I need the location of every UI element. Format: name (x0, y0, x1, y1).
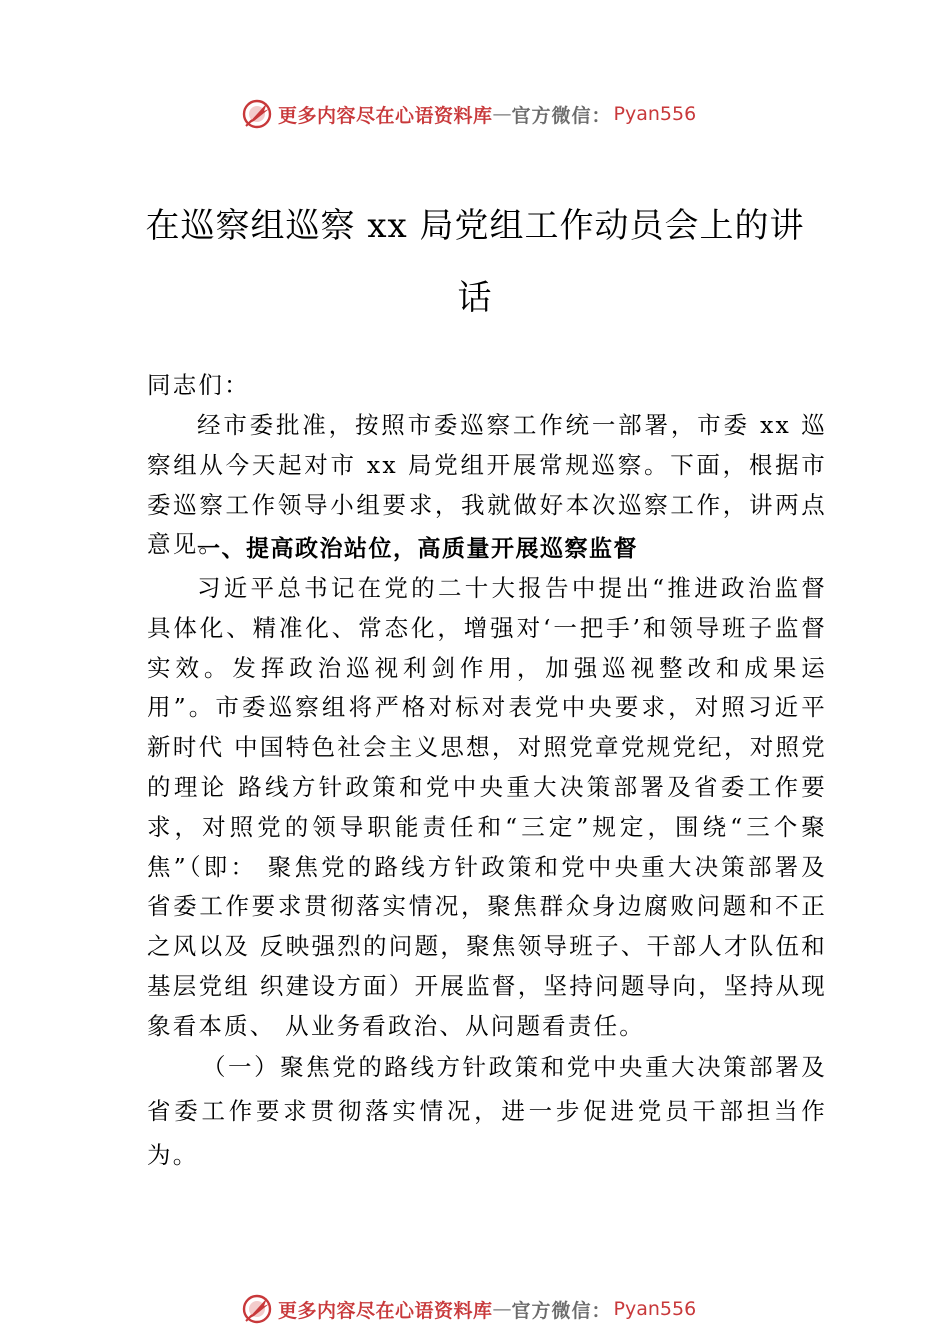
watermark-wechat-id: Pyan556 (613, 103, 697, 125)
watermark-brand: 更多内容尽在心语资料库 (278, 104, 493, 127)
quill-seal-logo-icon (240, 1292, 274, 1326)
watermark-label: 官方微信： (511, 104, 612, 127)
watermark-brand: 更多内容尽在心语资料库 (278, 1299, 493, 1322)
watermark-separator: — (492, 1298, 512, 1320)
document-title: 在巡察组巡察 xx 局党组工作动员会上的讲话 (145, 206, 805, 318)
subsection-1-paragraph: （一）聚焦党的路线方针政策和党中央重大决策部署及省委工作要求贯彻落实情况，进一步促进党员干部担当作为。 (147, 1053, 827, 1169)
section-1-paragraph: 习近平总书记在党的二十大报告中提出“推进政治监督具体化、精准化、常态化，增强对‘一把手’和领导班子监督实效。发挥政治巡视利剑作用，加强巡视整改和成果运用”。市委巡察组将严格对标对表党中央要求，对照习近平新时代 中国特色社会主义思想，对照党章党规党纪，对照党的理论 路线方针政策和党中央重大决策部署及省委工作要求，对照党的领导职能责任和“三定”规定，围绕“三个聚焦”（即： 聚焦党的路线方针政策和党中央重大决策部署及省委工作要求贯彻落实情况，聚焦群众身边腐败问题和不正之风以及 反映强烈的问题，聚焦领导班子、干部人才队伍和基层党组 织建设方面）开展监督，坚持问题导向，坚持从现象看本质、 从业务看政治、从问题看责任。 (147, 574, 827, 1040)
intro-paragraph: 经市委批准，按照市委巡察工作统一部署，市委 xx 巡察组从今天起对市 xx 局党组开展常规巡察。下面，根据市委巡察工作领导小组要求，我就做好本次巡察工作，讲两点意见。 (147, 411, 827, 559)
quill-seal-logo-icon (240, 97, 274, 131)
watermark-label: 官方微信： (511, 1299, 612, 1322)
header-watermark (240, 97, 696, 131)
section-heading-1: 一、提高政治站位，高质量开展巡察监督 (197, 536, 638, 562)
footer-watermark (240, 1292, 696, 1326)
greeting: 同志们： (147, 371, 250, 399)
watermark-separator: — (492, 103, 512, 125)
watermark-wechat-id: Pyan556 (613, 1298, 697, 1320)
